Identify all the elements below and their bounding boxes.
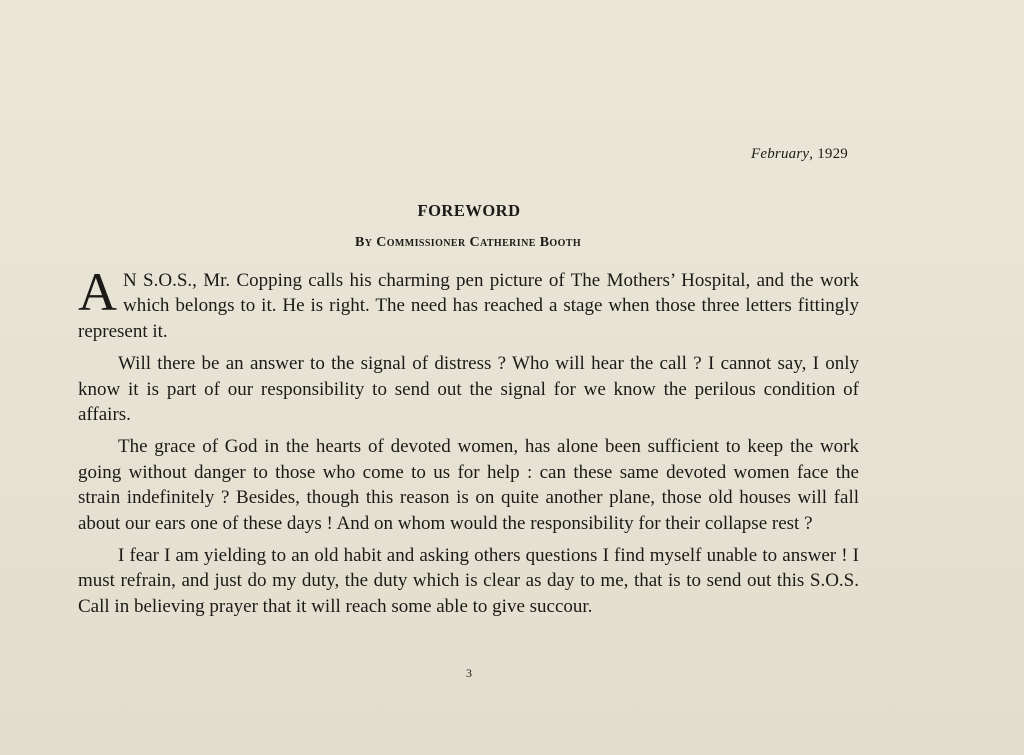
date-separator: , (809, 146, 818, 162)
paragraph-1-text: N S.O.S., Mr. Copping calls his charming pen picture of The Mothers’ Hospital, and the work which belongs to it. He is right. The need has reached a stage when those three letters fittingly represent it. (78, 270, 859, 342)
paragraph-2: Will there be an answer to the signal of distress ? Who will hear the call ? I cannot say, I only know it is part of our responsibility to send out the signal for we know the perilous condition of affairs. (78, 353, 859, 426)
date-month: February (751, 146, 810, 162)
page-title: FOREWORD (417, 201, 521, 220)
foreword-body (78, 262, 859, 626)
byline: By Commissioner Catherine Booth (354, 235, 582, 250)
page-number: 3 (466, 666, 472, 680)
date-year: 1929 (817, 146, 848, 162)
drop-cap: A (78, 262, 117, 322)
page-date (600, 146, 848, 163)
paragraph-4: I fear I am yielding to an old habit and asking others questions I find myself unable to answer ! I must refrain, and just do my duty, the duty which is clear as day to me, that is to send out this S.O.S. Call in believing prayer that it will reach some able to give succour. (78, 545, 859, 617)
paragraph-3: The grace of God in the hearts of devoted women, has alone been sufficient to keep the work going without danger to those who come to us for help : can these same devoted women face the strain indefinitely ? Besides, though this reason is on quite another plane, those old houses will fall about our ears one of these days ! And on whom would the responsibility for their collapse rest ? (78, 436, 859, 534)
paragraph-1 (78, 262, 859, 344)
